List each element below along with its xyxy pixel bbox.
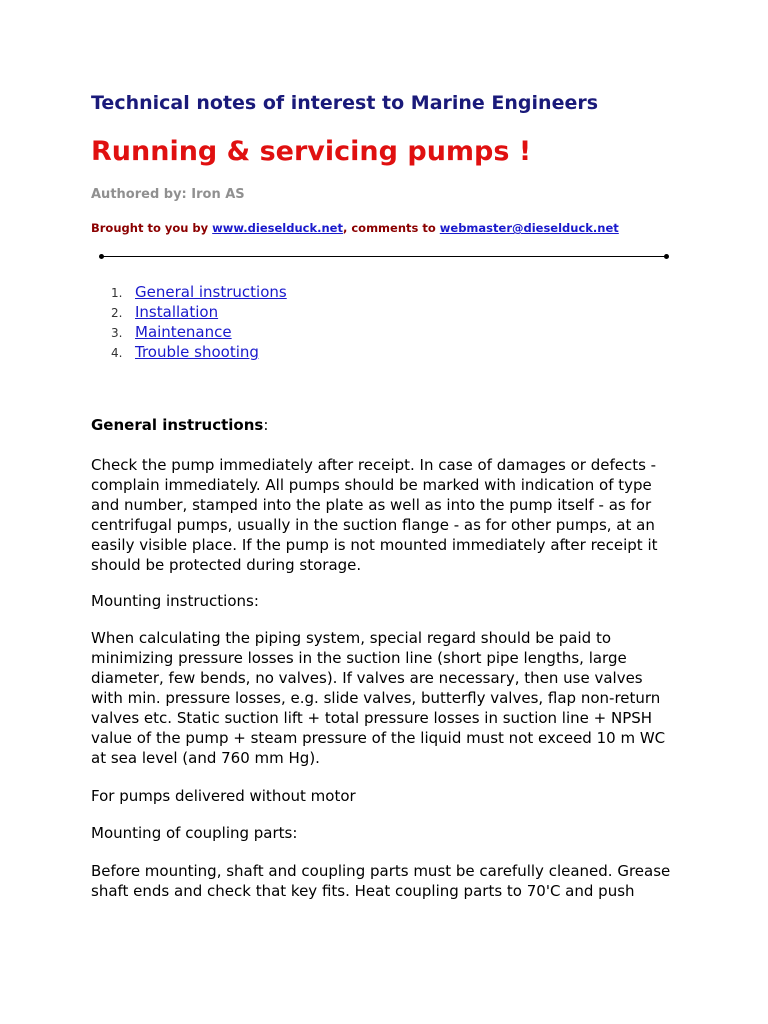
no-motor-note: For pumps delivered without motor: [91, 787, 356, 805]
paragraph-line: valves etc. Static suction lift + total pressure losses in suction line + NPSH: [91, 709, 653, 727]
toc-link-installation[interactable]: Installation: [135, 303, 219, 321]
toc-number: 2.: [111, 306, 123, 320]
credits-middle: , comments to: [342, 221, 440, 235]
toc-item: [111, 342, 287, 362]
paragraph-piping: [91, 628, 681, 768]
toc-item: [111, 282, 287, 302]
paragraph-line: When calculating the piping system, special regard should be paid to: [91, 629, 612, 647]
mounting-instructions-heading: Mounting instructions:: [91, 592, 259, 610]
document-title: Running & servicing pumps !: [91, 136, 532, 167]
paragraph-line: Before mounting, shaft and coupling parts must be carefully cleaned. Grease: [91, 862, 671, 880]
toc-number: 3.: [111, 326, 123, 340]
credits-prefix: Brought to you by: [91, 221, 213, 235]
toc-item: [111, 322, 287, 342]
paragraph-line: diameter, few bends, no valves). If valves are necessary, then use valves: [91, 669, 643, 687]
paragraph-line: complain immediately. All pumps should be marked with indication of type: [91, 476, 652, 494]
paragraph-receipt: [91, 455, 681, 575]
paragraph-line: value of the pump + steam pressure of the liquid must not exceed 10 m WC: [91, 729, 666, 747]
toc-link-general-instructions[interactable]: General instructions: [135, 283, 287, 301]
paragraph-line: with min. pressure losses, e.g. slide valves, butterfly valves, flap non-return: [91, 689, 661, 707]
paragraph-line: at sea level (and 760 mm Hg).: [91, 749, 320, 767]
coupling-heading: Mounting of coupling parts:: [91, 824, 298, 842]
paragraph-coupling: [91, 861, 681, 901]
credits-line: [91, 221, 619, 235]
table-of-contents: [111, 282, 287, 362]
site-link[interactable]: www.dieselduck.net: [212, 221, 343, 235]
toc-link-trouble-shooting[interactable]: Trouble shooting: [135, 343, 259, 361]
paragraph-line: Check the pump immediately after receipt. In case of damages or defects -: [91, 456, 657, 474]
author-line: Authored by: Iron AS: [91, 187, 245, 202]
email-link[interactable]: webmaster@dieselduck.net: [439, 221, 619, 235]
section-heading: [91, 415, 681, 435]
toc-link-maintenance[interactable]: Maintenance: [135, 323, 232, 341]
horizontal-divider: [101, 256, 667, 257]
paragraph-line: easily visible place. If the pump is not mounted immediately after receipt it: [91, 536, 658, 554]
document-supertitle: Technical notes of interest to Marine Engineers: [91, 92, 599, 114]
paragraph-line: centrifugal pumps, usually in the suction flange - as for other pumps, at an: [91, 516, 655, 534]
paragraph-line: and number, stamped into the plate as well as into the pump itself - as for: [91, 496, 652, 514]
paragraph-line: shaft ends and check that key fits. Heat coupling parts to 70'C and push: [91, 882, 635, 900]
toc-number: 1.: [111, 286, 123, 300]
section-heading-colon: :: [263, 416, 269, 434]
paragraph-line: should be protected during storage.: [91, 556, 362, 574]
toc-item: [111, 302, 287, 322]
paragraph-line: minimizing pressure losses in the suction line (short pipe lengths, large: [91, 649, 627, 667]
section-heading-text: General instructions: [91, 416, 264, 434]
toc-number: 4.: [111, 346, 123, 360]
